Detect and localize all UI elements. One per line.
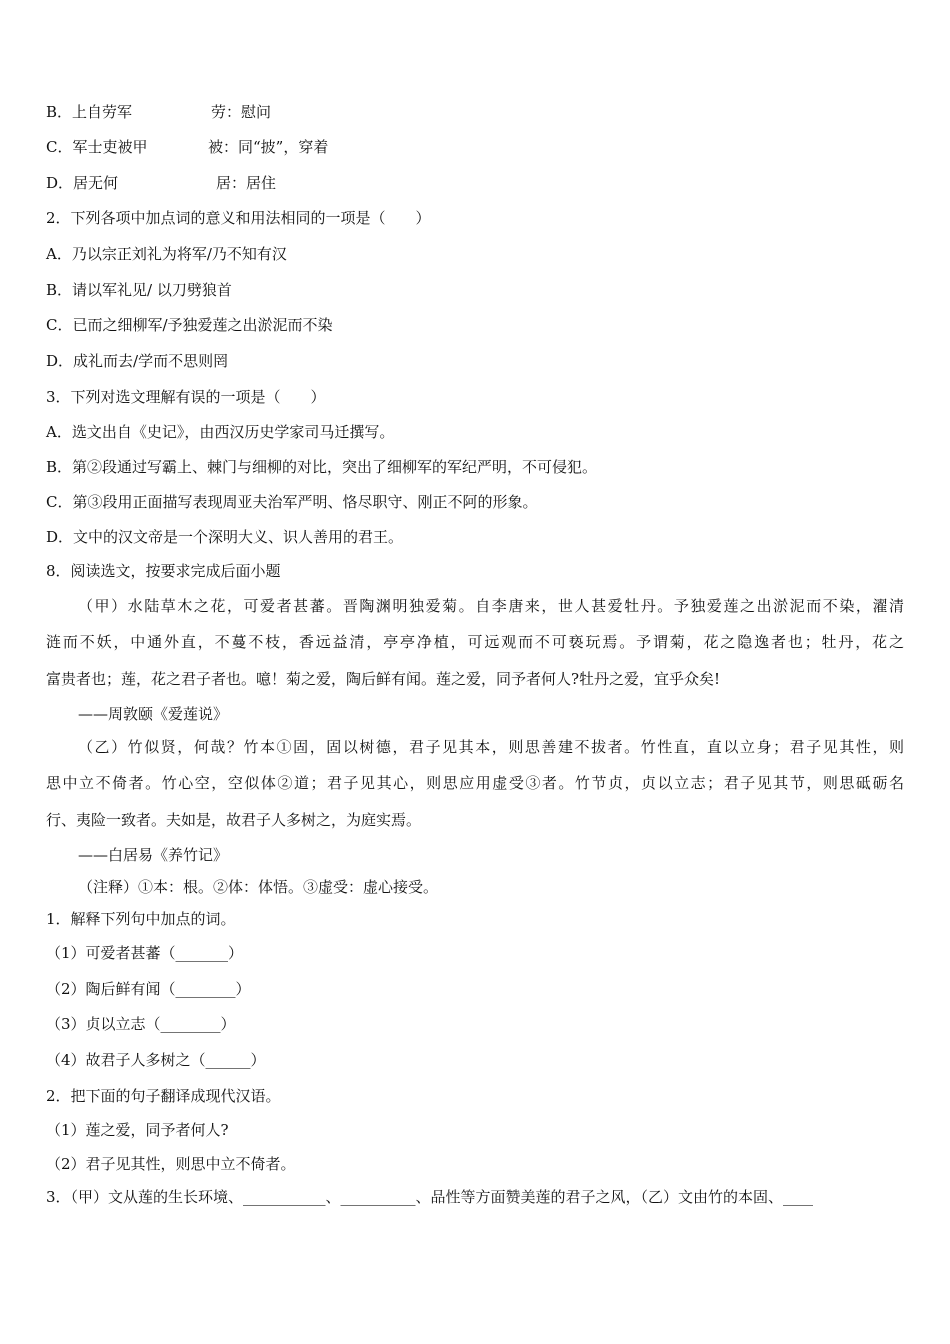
sub2-item-1: （1）莲之爱，同予者何人? <box>46 1121 229 1139</box>
q2-option-b: B．请以军礼见/ 以刀劈狼首 <box>46 281 232 299</box>
q2-stem: 2．下列各项中加点词的意义和用法相同的一项是（ ） <box>46 209 431 227</box>
passage-a-source: ——周敦颐《爱莲说》 <box>78 705 229 723</box>
q1-option-d-letter: D． <box>46 174 74 192</box>
sub1-item-1: （1）可爱者甚蕃（_______） <box>46 944 244 962</box>
q3-option-c: C．第③段用正面描写表现周亚夫治军严明、恪尽职守、刚正不阿的形象。 <box>46 493 538 511</box>
q3-option-b: B．第②段通过写霸上、棘门与细柳的对比，突出了细柳军的军纪严明，不可侵犯。 <box>46 458 598 476</box>
q1-option-d <box>46 173 277 193</box>
passage-b-source: ——白居易《养竹记》 <box>78 846 229 864</box>
q1-option-b-letter: B． <box>46 103 73 121</box>
passage-a-line-2: 涟而不妖，中通外直，不蔓不枝，香远益清，亭亭净植，可远观而不可亵玩焉。予谓菊，花之隐逸者也；牡丹，花之 <box>46 633 904 651</box>
sub2-stem: 2．把下面的句子翻译成现代汉语。 <box>46 1087 281 1105</box>
sub1-item-3: （3）贞以立志（________） <box>46 1015 236 1033</box>
passage-a-line-1: （甲）水陆草木之花，可爱者甚蕃。晋陶渊明独爱菊。自李唐来，世人甚爱牡丹。予独爱莲之出淤泥而不染，濯清 <box>78 597 904 615</box>
sub1-item-2: （2）陶后鲜有闻（________） <box>46 980 251 998</box>
passage-a-line-3: 富贵者也；莲，花之君子者也。噫！菊之爱，陶后鲜有闻。莲之爱，同予者何人?牡丹之爱，宜乎众矣! <box>46 670 721 688</box>
sub2-item-2: （2）君子见其性，则思中立不倚者。 <box>46 1155 296 1173</box>
q1-option-d-gloss: 居：居住 <box>216 174 277 192</box>
q2-option-d: D．成礼而去/学而不思则罔 <box>46 352 229 370</box>
q8-title: 8．阅读选文，按要求完成后面小题 <box>46 562 281 580</box>
q1-option-b <box>46 102 272 122</box>
passage-b-line-2: 思中立不倚者。竹心空，空似体②道；君子见其心，则思应用虚受③者。竹节贞，贞以立志；君子见其节，则思砥砺名 <box>46 774 904 792</box>
q3-option-a: A．选文出自《史记》，由西汉历史学家司马迁撰写。 <box>46 423 395 441</box>
passage-b-line-3: 行、夷险一致者。夫如是，故君子人多树之，为庭实焉。 <box>46 811 422 829</box>
q1-option-c <box>46 137 329 157</box>
passage-b-line-1: （乙）竹似贤，何哉？竹本①固，固以树德，君子见其本，则思善建不拔者。竹性直，直以立身；君子见其性，则 <box>78 738 904 756</box>
q1-option-c-phrase: 军士吏被甲 <box>72 138 148 156</box>
q2-option-c: C．已而之细柳军/予独爱莲之出淤泥而不染 <box>46 316 333 334</box>
passage-notes: （注释）①本：根。②体：体悟。③虚受：虚心接受。 <box>78 878 439 896</box>
q2-option-a: A．乃以宗正刘礼为将军/乃不知有汉 <box>46 245 287 263</box>
q1-option-c-gloss: 被：同“披”，穿着 <box>208 138 329 156</box>
q1-option-b-gloss: 劳：慰问 <box>211 103 272 121</box>
q3-stem: 3．下列对选文理解有误的一项是（ ） <box>46 388 326 406</box>
q1-option-b-phrase: 上自劳军 <box>72 103 133 121</box>
sub3-stem: 3．（甲）文从莲的生长环境、___________、__________、品性等方面赞美莲的君子之风，（乙）文由竹的本固、____ <box>46 1188 814 1206</box>
q1-option-d-phrase: 居无何 <box>73 174 119 192</box>
sub1-item-4: （4）故君子人多树之（______） <box>46 1051 266 1069</box>
q3-option-d: D．文中的汉文帝是一个深明大义、识人善用的君王。 <box>46 528 404 546</box>
q1-option-c-letter: C． <box>46 138 73 156</box>
sub1-stem: 1．解释下列句中加点的词。 <box>46 910 236 928</box>
